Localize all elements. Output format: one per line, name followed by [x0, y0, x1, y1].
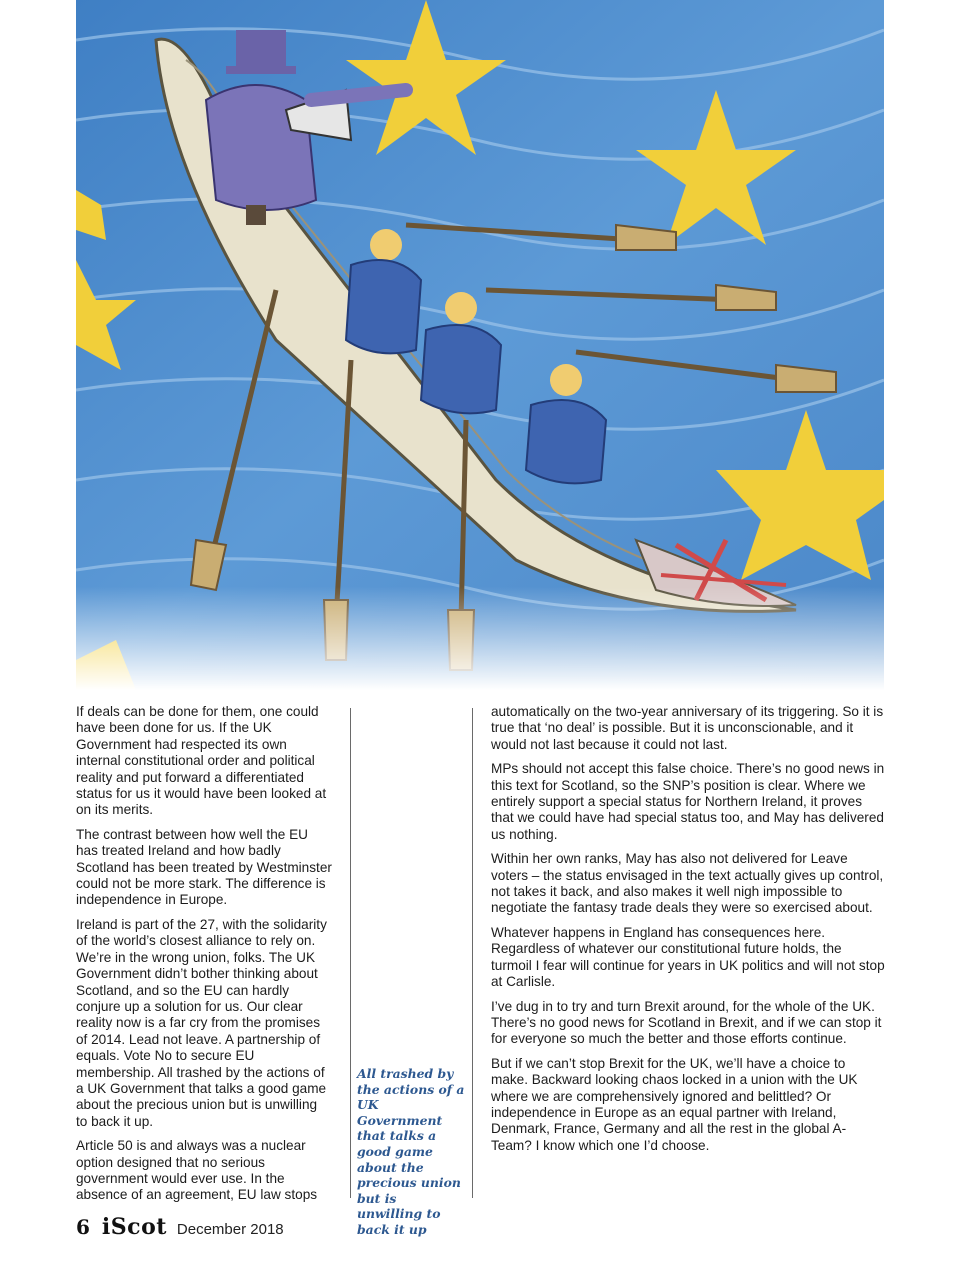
iscot-logo: iScot: [101, 1214, 167, 1240]
page-number: 6: [76, 1215, 90, 1239]
article-paragraph: But if we can’t stop Brexit for the UK, we’ll have a choice to make. Backward looking chaos locked in a union with the UK where we are comprehensively ignored and belittled? Or independence in Europe as an equal partner with Ireland, Denmark, France, Germany and all the rest in the global A-Team? I know which one I’d choose.: [491, 1055, 858, 1153]
article-paragraph: The contrast between how well the EU has treated Ireland and how badly Scotland has been treated by Westminster could not be more stark. The difference is independence in Europe.: [76, 826, 332, 908]
column-divider: [350, 708, 351, 1198]
article-paragraph: If deals can be done for them, one could have been done for us. If the UK Government had respected its own internal constitutional order and political reality and put forward a differentiated status for us it would have been looked at on its merits.: [76, 704, 327, 818]
article-paragraph: automatically on the two-year anniversary of its triggering. So it is true that ‘no deal’ is possible. But it is unconscionable, and it would not last because it could not last.: [491, 704, 884, 752]
article-paragraph: I’ve dug in to try and turn Brexit around, for the whole of the UK. There’s no good news for Scotland in Brexit, and if we can stop it for everyone so much the better and those efforts continue.: [491, 998, 882, 1047]
page-footer: [76, 1214, 284, 1244]
article-right-column: [491, 704, 885, 1162]
issue-date: December 2018: [176, 1221, 284, 1238]
article-paragraph: Ireland is part of the 27, with the solidarity of the world’s closest alliance to rely on. We’re in the wrong union, folks. The UK Government didn’t bother thinking about Scotland, and so the EU can hardly conjure up a solution for us. Our clear reality now is a far cry from the promises of 2014. Lead not leave. A partnership of equals. Vote No to secure EU membership. All trashed by the actions of a UK Government that talks a good game about the precious union but is unwilling to back it up.: [76, 916, 327, 1129]
column-divider: [472, 708, 473, 1198]
article-paragraph: Within her own ranks, May has also not delivered for Leave voters – the status envisaged in the text actually gives up control, not takes it back, and also makes it well nigh impossible to negotiate the fantasy trade deals they were so exercised about.: [491, 851, 884, 916]
article-paragraph: MPs should not accept this false choice. There’s no good news in this text for Scotland, so the SNP’s position is clear. Where we entirely support a special status for Northern Ireland, it proves that we could have had special status too, and May has delivered us nothing.: [491, 761, 885, 842]
article-paragraph: Whatever happens in England has consequences here. Regardless of whatever our constitutional future holds, the turmoil I fear will continue for years in UK politics and will not stop at Carlisle.: [491, 924, 885, 990]
pull-quote: All trashed by the actions of a UK Government that talks a good game about the precious union but is unwilling to back it up: [357, 1066, 465, 1237]
cover-illustration: [76, 0, 884, 690]
article-paragraph: Article 50 is and always was a nuclear option designed that no serious government would ever use. In the absence of an agreement, EU law stops: [76, 1138, 318, 1203]
article-left-column: [76, 704, 332, 1212]
